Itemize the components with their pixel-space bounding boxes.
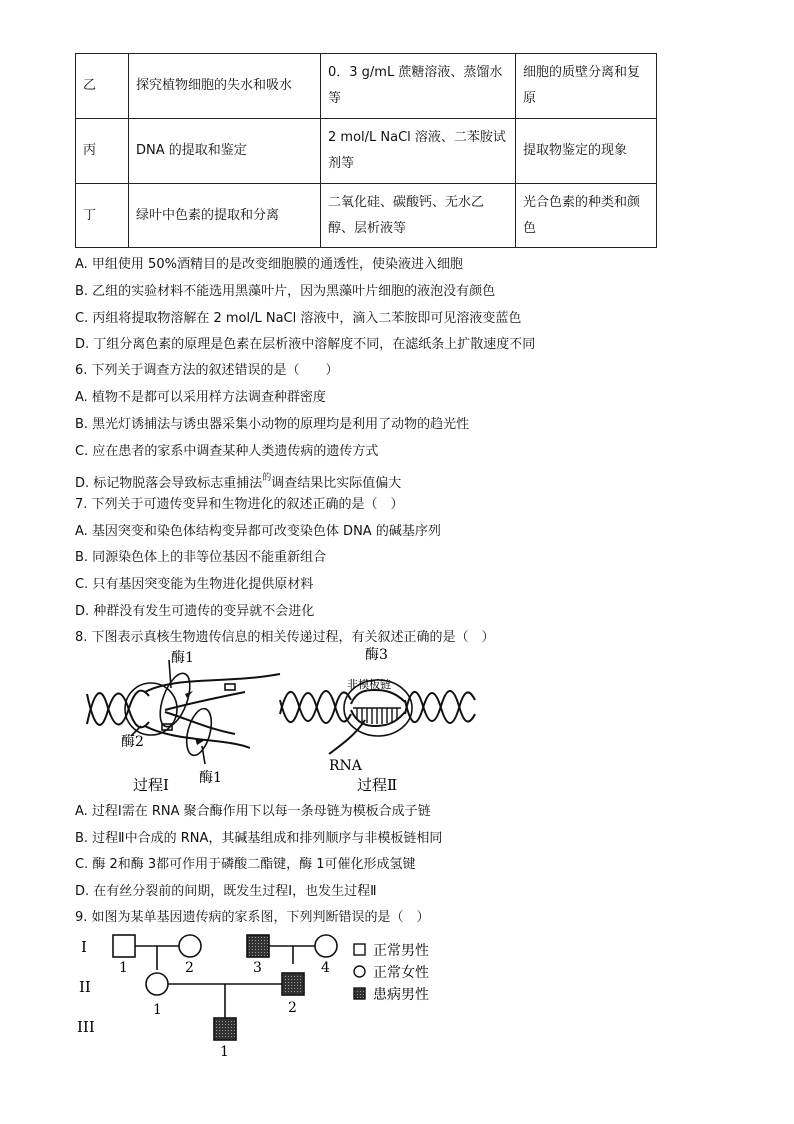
enzyme2-label: 酶2 [121, 734, 144, 750]
id-ii2: 2 [288, 1000, 297, 1016]
materials-cell: 二氧化硅、碳酸钙、无水乙醇、层析液等 [321, 184, 516, 248]
q6-option-a: A. 植物不是都可以采用样方法调查种群密度 [75, 390, 326, 405]
q7-option-a: A. 基因突变和染色体结构变异都可改变染色体 DNA 的碱基序列 [75, 524, 441, 539]
rna-strand [329, 720, 365, 754]
helix-strand [87, 694, 129, 725]
q8-option-b: B. 过程Ⅱ中合成的 RNA，其碱基组成和排列顺序与非模板链相同 [75, 831, 443, 846]
q7-stem: 7. 下列关于可遗传变异和生物进化的叙述正确的是（ ） [75, 497, 404, 512]
gen-ii-label: II [79, 978, 91, 996]
q6-option-d-sup: 的 [262, 473, 272, 483]
q9-stem: 9. 如图为某单基因遗传病的家系图，下列判断错误的是（ ） [75, 910, 430, 925]
q6-option-d-post: 调查结果比实际值偏大 [271, 476, 402, 491]
nontemplate-strand [351, 690, 405, 704]
observation-cell: 细胞的质壁分离和复原 [516, 54, 657, 119]
table-row [76, 54, 657, 119]
enzyme3-label: 酶3 [365, 647, 388, 663]
rna-label: RNA [329, 758, 362, 774]
legend-male-label: 正常男性 [373, 943, 429, 959]
q6-stem: 6. 下列关于调查方法的叙述错误的是（ ） [75, 363, 339, 378]
table-row [76, 184, 657, 248]
q6-option-b: B. 黑光灯诱捕法与诱虫器采集小动物的原理均是利用了动物的趋光性 [75, 417, 470, 432]
table-row [76, 119, 657, 184]
individual-i2 [179, 935, 201, 957]
pedigree-figure [75, 928, 475, 1072]
q6-option-d [75, 469, 401, 493]
q6-option-d-pre: D. 标记物脱落会导致标志重捕法 [75, 476, 263, 491]
q8-option-c: C. 酶 2和酶 3都可作用于磷酸二酯键，酶 1可催化形成氢键 [75, 857, 416, 872]
primer-block [225, 684, 235, 690]
id-ii1: 1 [153, 1002, 162, 1018]
gen-i-label: I [81, 938, 87, 956]
materials-cell: 2 mol/L NaCl 溶液、二苯胺试剂等 [321, 119, 516, 184]
individual-ii1 [146, 973, 168, 995]
experiment-table [75, 53, 657, 248]
group-cell: 乙 [76, 54, 129, 119]
enzyme1-label-top: 酶1 [171, 650, 194, 666]
q5-option-c: C. 丙组将提取物溶解在 2 mol/L NaCl 溶液中，滴入二苯胺即可见溶液变蓝色 [75, 311, 522, 326]
individual-ii2 [282, 973, 304, 995]
legend-affected-label: 患病男性 [373, 987, 429, 1003]
q8-option-d: D. 在有丝分裂前的间期，既发生过程Ⅰ，也发生过程Ⅱ [75, 884, 377, 899]
q8-figure-svg [75, 646, 535, 798]
q5-option-b: B. 乙组的实验材料不能选用黑藻叶片，因为黑藻叶片细胞的液泡没有颜色 [75, 284, 496, 299]
helix-strand [129, 691, 149, 708]
experiment-cell: 探究植物细胞的失水和吸水 [129, 54, 321, 119]
q5-option-d: D. 丁组分离色素的原理是色素在层析液中溶解度不同，在滤纸条上扩散速度不同 [75, 337, 536, 352]
legend-female-label: 正常女性 [373, 965, 429, 981]
q7-option-c: C. 只有基因突变能为生物进化提供原材料 [75, 577, 314, 592]
q8-stem: 8. 下图表示真核生物遗传信息的相关传递过程，有关叙述正确的是（ ） [75, 630, 495, 645]
id-i2: 2 [185, 960, 194, 976]
group-cell: 丁 [76, 184, 129, 248]
id-iii1: 1 [220, 1044, 229, 1060]
individual-i3 [247, 935, 269, 957]
parent-strand-bottom [145, 726, 250, 748]
pedigree-svg [75, 928, 475, 1068]
group-cell: 丙 [76, 119, 129, 184]
process1-label: 过程Ⅰ [133, 776, 169, 794]
legend-affected-icon [354, 988, 365, 999]
individual-iii1 [214, 1018, 236, 1040]
observation-cell: 提取物鉴定的现象 [516, 119, 657, 184]
enzyme1-ellipse-bottom [182, 706, 216, 758]
legend-male-icon [354, 944, 365, 955]
individual-i1 [113, 935, 135, 957]
experiment-cell: DNA 的提取和鉴定 [129, 119, 321, 184]
id-i1: 1 [119, 960, 128, 976]
legend-female-icon [354, 966, 365, 977]
q8-option-a: A. 过程Ⅰ需在 RNA 聚合酶作用下以每一条母链为模板合成子链 [75, 804, 431, 819]
process2-label: 过程Ⅱ [357, 776, 398, 794]
id-i3: 3 [253, 960, 262, 976]
individual-i4 [315, 935, 337, 957]
q7-option-d: D. 种群没有发生可遗传的变异就不会进化 [75, 604, 315, 619]
experiment-cell: 绿叶中色素的提取和分离 [129, 184, 321, 248]
q5-option-a: A. 甲组使用 50%酒精目的是改变细胞膜的通透性，使染液进入细胞 [75, 257, 463, 272]
enzyme1-label-bottom: 酶1 [199, 770, 222, 786]
gen-iii-label: III [77, 1018, 95, 1036]
parent-strand-top [145, 674, 280, 692]
q7-option-b: B. 同源染色体上的非等位基因不能重新组合 [75, 550, 327, 565]
observation-cell: 光合色素的种类和颜色 [516, 184, 657, 248]
id-i4: 4 [321, 960, 330, 976]
helix-strand [129, 710, 149, 727]
q8-figure [75, 646, 535, 802]
q6-option-c: C. 应在患者的家系中调查某种人类遗传病的遗传方式 [75, 444, 379, 459]
materials-cell: 0．3 g/mL 蔗糖溶液、蒸馏水等 [321, 54, 516, 119]
nontemplate-label: 非模板链 [347, 678, 391, 691]
